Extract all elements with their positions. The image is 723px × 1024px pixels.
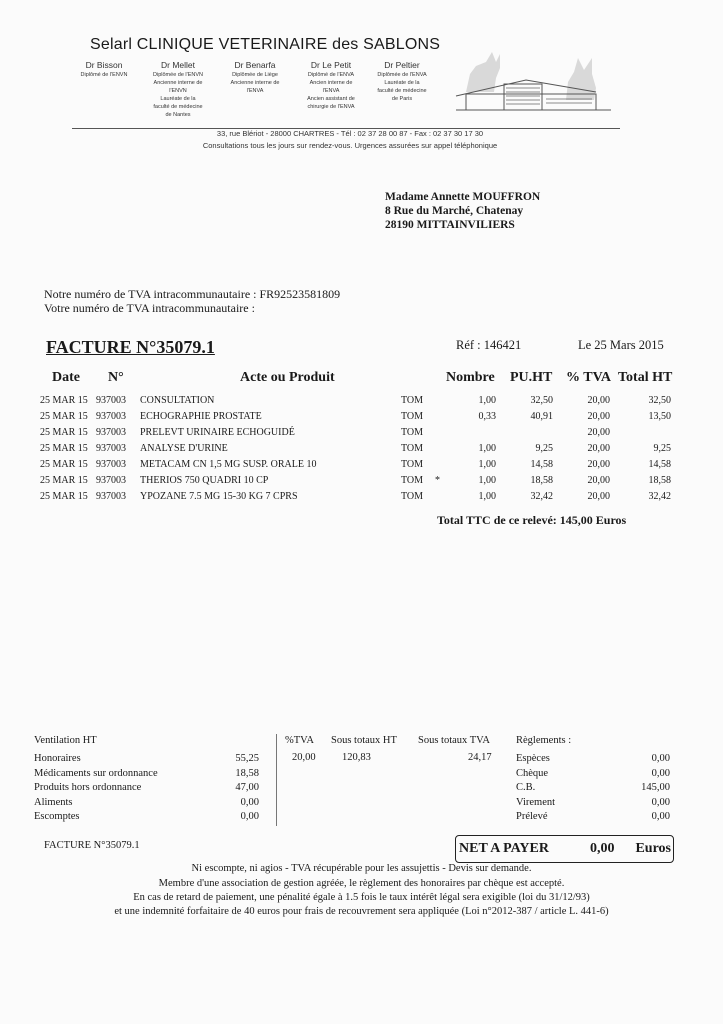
row-vat: 20,00 <box>587 491 610 502</box>
row-number: 937003 <box>96 459 126 470</box>
vet-qualification: Diplômé de l'ENVA Ancien interne de l'ENVA Ancien assistant de chirurgie de l'ENVA <box>307 72 355 110</box>
row-vat: 20,00 <box>587 443 610 454</box>
payment-item: Espèces 0,00 <box>516 753 670 764</box>
invoice-date: Le 25 Mars 2015 <box>578 338 664 352</box>
row-number: 937003 <box>96 475 126 486</box>
your-vat-number: Votre numéro de TVA intracommunautaire : <box>44 301 255 315</box>
net-to-pay-label: NET A PAYER <box>459 841 549 856</box>
row-date: 25 MAR 15 <box>40 475 88 486</box>
ventilation-title: Ventilation HT <box>34 735 97 746</box>
vat-base-value: 120,83 <box>342 752 371 763</box>
row-unit-price: 18,58 <box>530 475 553 486</box>
row-qty: 1,00 <box>478 395 496 406</box>
vet-name: Dr Mellet <box>160 60 195 70</box>
row-vat: 20,00 <box>587 459 610 470</box>
table-row <box>0 459 723 473</box>
vet-qualification: Diplômé de l'ENVN <box>80 72 128 78</box>
footer-line: et une indemnité forfaitaire de 40 euros pour frais de recouvrement sera appliquée (Loi n°2012-387 / article L. 441-6) <box>114 906 609 917</box>
our-vat-number: Notre numéro de TVA intracommunautaire : FR92523581809 <box>44 287 341 301</box>
row-number: 937003 <box>96 395 126 406</box>
row-patient: TOM <box>401 395 424 406</box>
vet-qualification: Diplômée de l'ENVA Lauréate de la faculté de médecine de Paris <box>377 72 427 102</box>
row-vat: 20,00 <box>587 475 610 486</box>
col-header-number: N° <box>108 370 124 385</box>
table-row <box>0 475 723 489</box>
row-total: 13,50 <box>648 411 671 422</box>
row-qty: 0,33 <box>478 411 496 422</box>
row-date: 25 MAR 15 <box>40 443 88 454</box>
col-header-qty: Nombre <box>446 370 495 385</box>
recipient-address <box>385 190 540 232</box>
vet-bisson <box>64 60 144 79</box>
ventilation-item: Honoraires 55,25 <box>34 753 259 764</box>
recipient-city: 28190 MITTAINVILIERS <box>385 219 515 231</box>
vat-rate-header: %TVA <box>285 735 314 746</box>
total-ttc: Total TTC de ce relevé: 145,00 Euros <box>437 513 627 527</box>
row-total: 32,50 <box>648 395 671 406</box>
vet-qualification: Diplômée de Liège Ancienne interne de l'ENVA <box>230 72 280 94</box>
payment-item: C.B. 145,00 <box>516 782 670 794</box>
row-patient: TOM <box>401 411 424 422</box>
recipient-name: Madame Annette MOUFFRON <box>385 191 541 203</box>
row-number: 937003 <box>96 443 126 454</box>
ventilation-item: Escomptes 0,00 <box>34 811 259 823</box>
clinic-hours: Consultations tous les jours sur rendez-vous. Urgences assurées sur appel téléphonique <box>202 141 498 150</box>
row-number: 937003 <box>96 411 126 422</box>
net-to-pay-value: 0,00 <box>590 841 615 856</box>
col-header-acte: Acte ou Produit <box>240 370 335 385</box>
row-patient: TOM <box>401 475 424 486</box>
footer-line: Membre d'une association de gestion agréée, le règlement des honoraires par chèque est accepté. <box>158 878 565 889</box>
vet-name: Dr Benarfa <box>234 60 276 70</box>
net-to-pay-currency: Euros <box>635 841 671 856</box>
invoice-ref: Réf : 146421 <box>456 338 522 352</box>
row-vat: 20,00 <box>587 411 610 422</box>
row-date: 25 MAR 15 <box>40 491 88 502</box>
table-row <box>0 395 723 409</box>
ventilation-item: Produits hors ordonnance 47,00 <box>34 782 259 794</box>
row-total: 32,42 <box>648 491 671 502</box>
row-patient: TOM <box>401 427 424 438</box>
row-unit-price: 40,91 <box>530 411 553 422</box>
vet-benarfa <box>215 60 295 95</box>
ventilation-list <box>34 752 259 825</box>
vet-name: Dr Le Petit <box>310 60 352 70</box>
row-date: 25 MAR 15 <box>40 411 88 422</box>
col-header-vat: % TVA <box>566 370 612 385</box>
clinic-name: Selarl CLINIQUE VETERINAIRE des SABLONS <box>90 36 441 53</box>
vat-numbers <box>44 287 340 315</box>
vat-tax-header: Sous totaux TVA <box>418 735 490 746</box>
row-acte: METACAM CN 1,5 MG SUSP. ORALE 10 <box>140 459 317 470</box>
row-unit-price: 32,42 <box>530 491 553 502</box>
row-vat: 20,00 <box>587 395 610 406</box>
vet-name: Dr Peltier <box>384 60 420 70</box>
row-unit-price: 9,25 <box>535 443 553 454</box>
row-number: 937003 <box>96 427 126 438</box>
ventilation-item: Médicaments sur ordonnance 18,58 <box>34 767 259 779</box>
ventilation-item: Aliments 0,00 <box>34 796 259 808</box>
clinic-address: 33, rue Blériot - 28000 CHARTRES - Tél : 02 37 28 00 87 - Fax : 02 37 30 17 30 <box>216 129 484 138</box>
table-row <box>0 427 723 441</box>
vat-tax-value: 24,17 <box>468 752 492 763</box>
row-qty: 1,00 <box>478 459 496 470</box>
row-patient: TOM <box>401 443 424 454</box>
invoice-title: FACTURE N°35079.1 <box>46 337 215 357</box>
payments-title: Règlements : <box>516 735 572 746</box>
row-date: 25 MAR 15 <box>40 395 88 406</box>
vat-rate-value: 20,00 <box>292 752 316 763</box>
row-unit-price: 14,58 <box>530 459 553 470</box>
row-acte: YPOZANE 7.5 MG 15-30 KG 7 CPRS <box>140 491 298 502</box>
footer-line: En cas de retard de paiement, une pénalité égale à 1.5 fois le taux intérêt légal sera exigible (loi du 31/12/93) <box>133 892 590 903</box>
recipient-street: 8 Rue du Marché, Chatenay <box>385 205 524 217</box>
table-row <box>0 411 723 425</box>
vet-name: Dr Bisson <box>85 60 123 70</box>
col-header-unit-price: PU.HT <box>510 370 553 385</box>
row-acte: ECHOGRAPHIE PROSTATE <box>140 411 262 422</box>
row-total: 14,58 <box>648 459 671 470</box>
vat-summary-divider <box>276 734 277 826</box>
payment-item: Chèque 0,00 <box>516 767 670 779</box>
row-total: 18,58 <box>648 475 671 486</box>
vet-mellet <box>138 60 218 119</box>
payments-list <box>516 752 670 825</box>
net-to-pay-box <box>455 835 674 863</box>
row-patient: TOM <box>401 491 424 502</box>
row-patient: TOM <box>401 459 424 470</box>
vet-peltier <box>362 60 442 103</box>
row-acte: PRELEVT URINAIRE ECHOGUIDÉ <box>140 427 295 438</box>
row-mark: * <box>435 475 440 486</box>
col-header-total: Total HT <box>618 370 673 385</box>
row-total: 9,25 <box>653 443 671 454</box>
table-row <box>0 443 723 457</box>
row-date: 25 MAR 15 <box>40 459 88 470</box>
row-qty: 1,00 <box>478 443 496 454</box>
row-acte: ANALYSE D'URINE <box>140 443 228 454</box>
row-vat: 20,00 <box>587 427 610 438</box>
vet-qualification: Diplômée de l'ENVN Ancienne interne de l'ENVN Lauréate de la faculté de médecine de Nantes <box>153 72 203 118</box>
row-qty: 1,00 <box>478 475 496 486</box>
row-acte: CONSULTATION <box>140 395 215 406</box>
table-row <box>0 491 723 505</box>
row-number: 937003 <box>96 491 126 502</box>
footer-line: Ni escompte, ni agios - TVA récupérable pour les assujettis - Devis sur demande. <box>191 863 532 874</box>
payment-item: Virement 0,00 <box>516 796 670 808</box>
row-unit-price: 32,50 <box>530 395 553 406</box>
invoice-ref-bottom: FACTURE N°35079.1 <box>44 840 140 851</box>
col-header-date: Date <box>52 370 80 385</box>
vat-base-header: Sous totaux HT <box>331 735 397 746</box>
payment-item: Prélevé 0,00 <box>516 811 670 823</box>
row-acte: THERIOS 750 QUADRI 10 CP <box>140 475 269 486</box>
clinic-logo <box>446 44 622 120</box>
row-qty: 1,00 <box>478 491 496 502</box>
row-date: 25 MAR 15 <box>40 427 88 438</box>
vet-le-petit <box>291 60 371 111</box>
